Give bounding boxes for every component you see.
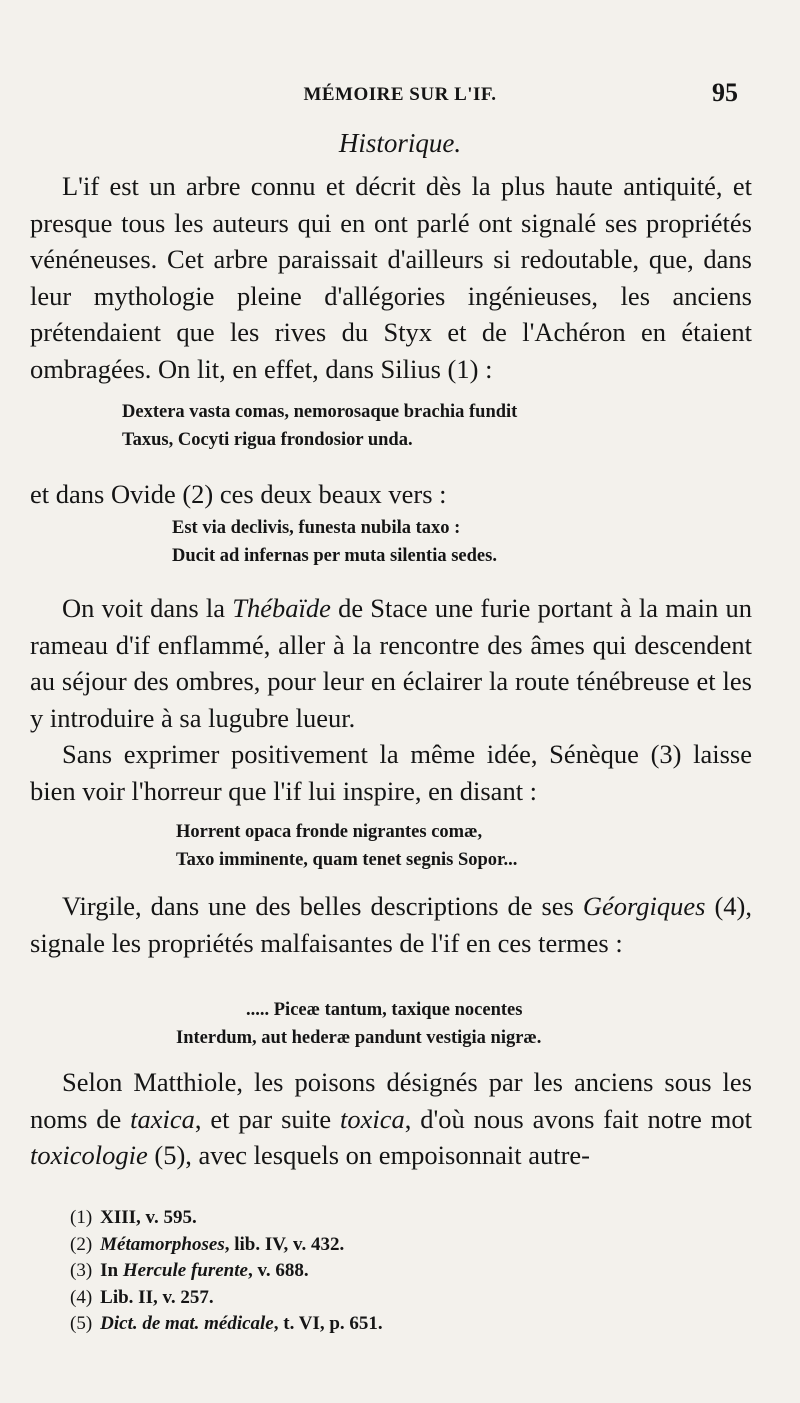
footnotes	[70, 1205, 750, 1338]
footnote-title: Dict. de mat. médicale	[100, 1313, 274, 1334]
footnote-text: , lib. IV, v. 432.	[224, 1233, 345, 1255]
work-title: Thébaïde	[232, 593, 331, 623]
verse-silius	[122, 398, 517, 454]
verse-line: Est via declivis, funesta nubila taxo :	[172, 518, 461, 538]
footnote-number: (5)	[70, 1313, 93, 1334]
paragraph-5	[30, 888, 752, 961]
paragraph-6	[30, 1064, 752, 1174]
text-run: (4), signale les propriétés malfaisantes de l'if en ces termes :	[30, 891, 752, 958]
verse-line: Taxo imminente, quam tenet segnis Sopor...	[176, 850, 518, 870]
footnote-text: , v. 688.	[247, 1260, 309, 1281]
footnote-3	[70, 1258, 750, 1285]
verse-line: Ducit ad infernas per muta silentia sedes.	[172, 546, 497, 566]
page-header	[0, 78, 800, 114]
paragraph-5-text	[30, 888, 752, 961]
footnote-text: Lib. II, v. 257.	[100, 1286, 214, 1308]
term: taxica	[130, 1103, 195, 1134]
verse-ovide	[172, 514, 497, 570]
text-run: de Stace une furie portant à la main un rameau d'if enflammé, aller à la rencontre des âmes qui descendent au séjour des ombres, pour leur en éclairer la route ténébreuse et les y introduire à sa lugubre lueur.	[30, 593, 752, 733]
paragraph-3-text	[30, 590, 752, 736]
text-run: , d'où nous avons fait notre mot	[404, 1103, 752, 1134]
text-run: On voit dans la	[62, 593, 233, 623]
running-title: MÉMOIRE SUR L'IF.	[303, 84, 497, 105]
footnote-number: (2)	[70, 1233, 93, 1255]
verse-line: Interdum, aut hederæ pandunt vestigia nigræ.	[176, 1028, 542, 1048]
text-run: , et par suite	[194, 1103, 341, 1134]
footnote-title: Métamorphoses	[100, 1233, 225, 1255]
term: toxicologie	[30, 1140, 148, 1170]
work-title: Géorgiques	[582, 891, 706, 921]
paragraph-2-text: et dans Ovide (2) ces deux beaux vers :	[30, 479, 447, 509]
verse-seneque	[176, 818, 517, 874]
section-title: Historique.	[338, 128, 462, 158]
paragraph-1-text: L'if est un arbre connu et décrit dès la plus haute antiquité, et presque tous les auteurs qui en ont parlé ont signalé ses propriétés vénéneuses. Cet arbre paraissait d'ailleurs si redoutable, que, dans leur mythologie pleine d'allégories ingénieuses, les anciens prétendaient que les rives du Styx et de l'Achéron en étaient ombragées. On lit, en effet, dans Silius (1) :	[30, 171, 752, 384]
footnote-5	[70, 1311, 750, 1338]
paragraph-3	[30, 590, 752, 736]
footnote-number: (4)	[70, 1286, 93, 1308]
paragraph-1	[30, 168, 752, 387]
footnote-2	[70, 1232, 750, 1259]
verse-line: Dextera vasta comas, nemorosaque brachia fundit	[122, 402, 518, 422]
verse-line: ..... Piceæ tantum, taxique nocentes	[246, 1000, 523, 1020]
text-run: (5), avec lesquels on empoisonnait autre-	[147, 1140, 591, 1170]
footnote-1	[70, 1205, 750, 1232]
footnote-text: XIII, v. 595.	[100, 1207, 197, 1228]
footnote-number: (3)	[70, 1260, 93, 1281]
verse-line: Taxus, Cocyti rigua frondosior unda.	[122, 430, 413, 450]
text-run: Selon Matthiole, les poisons désignés par les anciens sous les noms de	[30, 1067, 752, 1134]
footnote-number: (1)	[70, 1207, 93, 1228]
verse-line: Horrent opaca fronde nigrantes comæ,	[176, 822, 483, 842]
text-run: Virgile, dans une des belles descriptions de ses	[62, 891, 583, 921]
footnote-prefix: In	[100, 1260, 123, 1281]
paragraph-4-text: Sans exprimer positivement la même idée, Sénèque (3) laisse bien voir l'horreur que l'if lui inspire, en disant :	[30, 739, 752, 806]
page-number: 95	[712, 78, 738, 107]
footnote-4	[70, 1285, 750, 1312]
paragraph-2	[30, 476, 752, 513]
footnote-text: , t. VI, p. 651.	[273, 1313, 383, 1334]
term: toxica	[340, 1103, 405, 1134]
verse-virgile	[176, 996, 541, 1052]
paragraph-6-text	[30, 1064, 752, 1174]
paragraph-4	[30, 736, 752, 809]
footnote-title: Hercule furente	[122, 1260, 248, 1281]
